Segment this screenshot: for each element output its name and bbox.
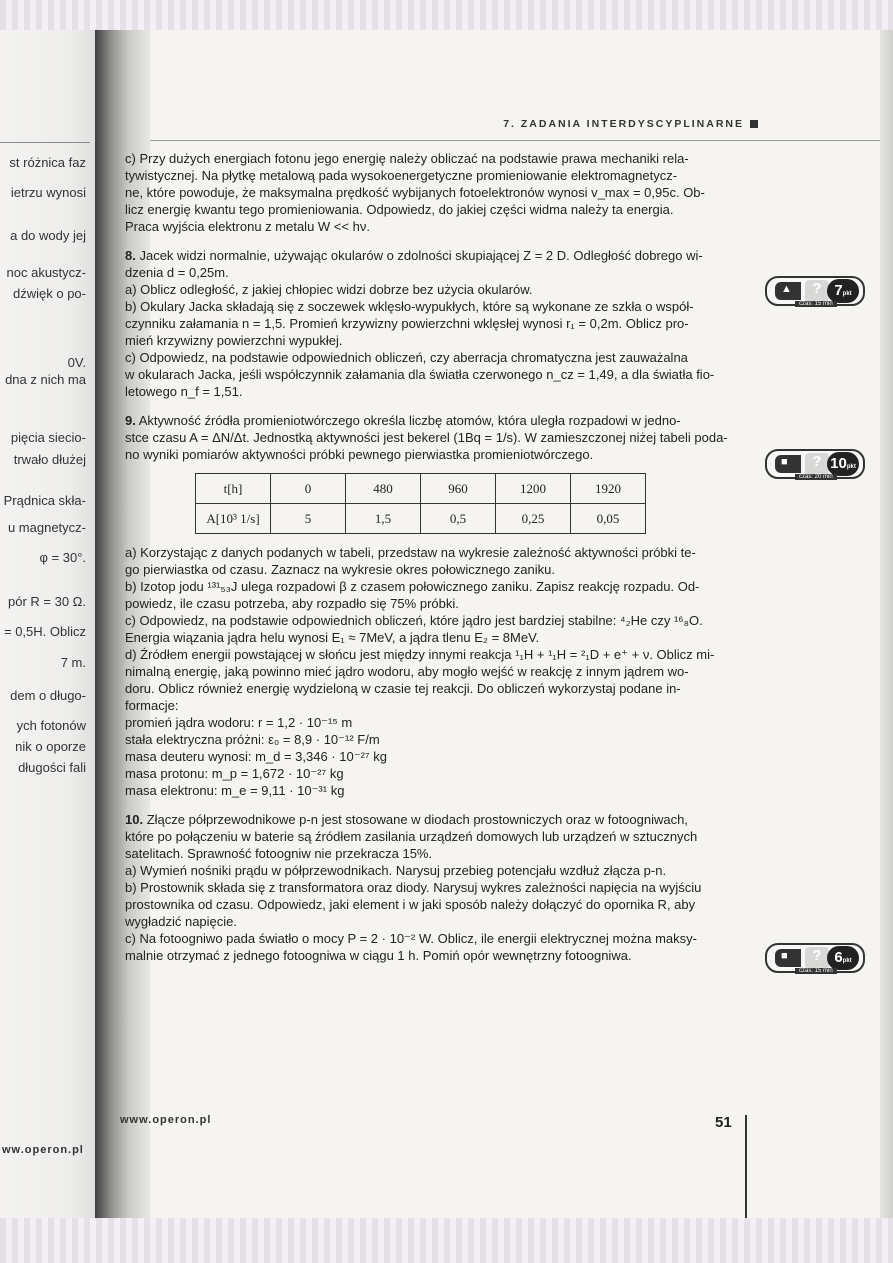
left-page-line: u magnetycz- [7,520,86,535]
text-line: nimalną energię, jaką powinno mieć jądro wodoru, aby mogło wejść w reakcję z innym jądrem wo- [125,664,689,679]
text-line: 10. Złącze półprzewodnikowe p-n jest stosowane w diodach prostowniczych oraz w fotoogniwach, [125,812,688,827]
text-line: prostownika od czasu. Odpowiedz, jaki element i w jaki sposób należy dołączyć do opornika R, aby [125,897,696,912]
left-page-line: ietrzu wynosi [10,185,86,200]
text-line: c) Przy dużych energiach fotonu jego energię należy obliczać na podstawie prawa mechaniki rela- [125,151,689,166]
header-rule [150,140,880,141]
text-line: czynniku załamania n = 1,5. Promień krzywizny powierzchni wklęsłej wynosi r₁ = 0,2m. Oblicz pro- [125,316,689,331]
task-9 [125,412,755,799]
text-line: 9. Aktywność źródła promieniotwórczego określa liczbę atomów, która uległa rozpadowi w jedno- [125,413,681,428]
table-cell: 960 [421,474,496,504]
text-line: doru. Oblicz również energię wydzieloną w czasie tej reakcji. Do obliczeń wykorzystaj podane in- [125,681,681,696]
task-number: 9. [125,413,136,428]
page-number-rule [745,1115,747,1230]
table-cell: A[10³ 1/s] [196,504,271,534]
left-page-line: nik o oporze [15,739,86,754]
left-page-line: noc akustycz- [6,265,86,280]
text-line: mień krzywizny powierzchni wypukłej. [125,333,343,348]
task-10 [125,811,755,964]
tasks-content [125,150,755,964]
text-line: a) Oblicz odległość, z jakiej chłopiec widzi dobrze bez użycia okularów. [125,282,533,297]
text-line: promień jądra wodoru: r = 1,2 · 10⁻¹⁵ m [125,715,353,730]
text-line: stce czasu A = ΔN/Δt. Jednostką aktywności jest bekerel (1Bq = 1/s). W zamieszczonej niżej tabeli poda- [125,430,728,445]
table-cell: 0,05 [571,504,646,534]
text-line: Praca wyjścia elektronu z metalu W << hν. [125,219,370,234]
left-page-line: 0V. [67,355,86,370]
text-line: masa protonu: m_p = 1,672 · 10⁻²⁷ kg [125,766,344,781]
text-line: masa elektronu: m_e = 9,11 · 10⁻³¹ kg [125,783,345,798]
text-line: ne, które powoduje, że maksymalna prędkość wybijanych fotoelektronów wynosi v_max = 0,95c. Ob- [125,185,705,200]
activity-table [195,473,646,534]
left-page-line: 7 m. [60,655,86,670]
left-page-line: = 0,5H. Oblicz [3,624,86,639]
text-line: b) Prostownik składa się z transformatora oraz diody. Narysuj wykres zależności napięcia na wyjściu [125,880,702,895]
text-line: letowego n_f = 1,51. [125,384,243,399]
text-line: b) Izotop jodu ¹³¹₅₃J ulega rozpadowi β z czasem połowicznego zaniku. Zapisz reakcję rozpadu. Od- [125,579,700,594]
scan-border-bottom [0,1218,893,1263]
text-line: tywistycznej. Na płytkę metalową pada wysokoenergetyczne promieniowanie elektromagnetycz- [125,168,678,183]
page-edge [880,30,893,1220]
table-cell: 1200 [496,474,571,504]
table-cell: 1920 [571,474,646,504]
text-line: satelitach. Sprawność fotoogniw nie przekracza 15%. [125,846,433,861]
text-line: c) Odpowiedz, na podstawie odpowiednich obliczeń, czy aberracja chromatyczna jest zauważalna [125,350,688,365]
table-row [196,504,646,534]
text-line: które po połączeniu w baterie są źródłem zasilania urządzeń domowych lub urządzeń w sztucznych [125,829,698,844]
points-value: 10pkt [827,452,859,476]
text-line: malnie otrzymać z jednego fotoogniwa w ciągu 1 h. Pomiń opór wewnętrzny fotoogniwa. [125,948,632,963]
left-page-line: trwało dłużej [13,452,86,467]
left-page-line: φ = 30°. [39,550,86,565]
page-header [503,118,758,130]
text-line: c) Odpowiedz, na podstawie odpowiednich obliczeń, które jądro jest bardziej stabilne: ⁴₂He czy ¹⁶₈O. [125,613,703,628]
text-line: a) Korzystając z danych podanych w tabeli, przedstaw na wykresie zależność aktywności próbki te- [125,545,696,560]
left-page-line: ych fotonów [16,718,86,733]
question-icon: ? [805,947,829,969]
points-value: 7pkt [827,279,859,303]
text-line: wygładzić napięcie. [125,914,238,929]
left-page-line: długości fali [18,760,86,775]
time-label: czas: 15 min [795,968,837,974]
time-label: czas: 15 min [795,301,837,307]
right-page [120,30,880,1220]
table-row [196,474,646,504]
table-cell: 1,5 [346,504,421,534]
left-page-rule [0,142,90,143]
text-line: a) Wymień nośniki prądu w półprzewodnikach. Narysuj przebieg potencjału wzdłuż złącza p-n. [125,863,667,878]
text-line: 8. Jacek widzi normalnie, używając okularów o zdolności skupiającej Z = 2 D. Odległość dobrego wi- [125,248,703,263]
points-badge [765,276,865,306]
text-line: go pierwiastka od czasu. Zaznacz na wykresie okres połowicznego zaniku. [125,562,555,577]
question-icon: ? [805,453,829,475]
table-cell: 480 [346,474,421,504]
time-label: czas: 20 min [795,474,837,480]
text-line: licz energię kwantu tego promieniowania. Odpowiedz, do jakiej części widma należy ta energia. [125,202,674,217]
footer-url: www.operon.pl [120,1114,212,1126]
left-page-line: dna z nich ma [5,372,86,387]
table-cell: 0,25 [496,504,571,534]
table-cell: 0,5 [421,504,496,534]
text-line: Energia wiązania jądra helu wynosi E₁ ≈ 7MeV, a jądra tlenu E₂ = 8MeV. [125,630,540,645]
task-8 [125,247,755,400]
text-line: b) Okulary Jacka składają się z soczewek wklęsło-wypukłych, które są wykonane ze szkła o współ- [125,299,694,314]
text-line: powiedz, ile czasu potrzeba, aby rozpadło się 75% próbki. [125,596,459,611]
left-page-fragment [0,30,100,1220]
question-icon: ? [805,280,829,302]
text-line: dzenia d = 0,25m. [125,265,229,280]
left-page-line: pięcia siecio- [10,430,86,445]
text-line: no wyniki pomiarów aktywności próbki pewnego pierwiastka promieniotwórczego. [125,447,594,462]
header-square-icon [750,120,758,128]
task-number: 10. [125,812,144,827]
square-icon: ■ [775,455,801,473]
left-page-line: dem o długo- [10,688,86,703]
table-cell: 5 [271,504,346,534]
triangle-icon: ▲ [775,282,801,300]
left-page-line: pór R = 30 Ω. [7,594,86,609]
text-line: c) Na fotoogniwo pada światło o mocy P = 2 · 10⁻² W. Oblicz, ile energii elektrycznej można maksy- [125,931,697,946]
left-page-footer: ww.operon.pl [2,1144,84,1156]
left-page-line: st różnica faz [9,155,86,170]
text-line: masa deuteru wynosi: m_d = 3,346 · 10⁻²⁷ kg [125,749,387,764]
text-line: formacje: [125,698,179,713]
table-cell: 0 [271,474,346,504]
points-badge [765,449,865,479]
points-badge [765,943,865,973]
square-icon: ■ [775,949,801,967]
points-value: 6pkt [827,946,859,970]
table-cell: t[h] [196,474,271,504]
left-page-line: a do wody jej [10,228,86,243]
left-page-line: Prądnica skła- [3,493,86,508]
text-line: d) Źródłem energii powstającej w słońcu jest między innymi reakcja ¹₁H + ¹₁H = ²₁D + e⁺ + ν. Oblicz mi- [125,647,715,662]
scan-border-top [0,0,893,30]
left-page-line: dźwięk o po- [13,286,86,301]
page-number: 51 [715,1114,732,1131]
task-7c [125,150,755,235]
task-number: 8. [125,248,136,263]
text-line: stała elektryczna próżni: ε₀ = 8,9 · 10⁻¹² F/m [125,732,380,747]
text-line: w okularach Jacka, jeśli współczynnik załamania dla światła czerwonego n_cz = 1,49, a dla światła fio- [125,367,715,382]
header-title: 7. ZADANIA INTERDYSCYPLINARNE [503,118,744,130]
